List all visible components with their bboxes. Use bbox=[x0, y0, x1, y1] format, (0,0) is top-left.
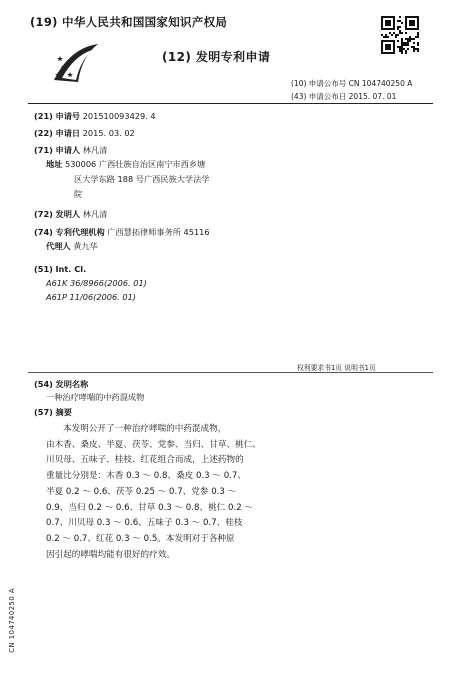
side-publication-code: CN 104740250 A bbox=[8, 588, 16, 653]
abstract-line: 重量比分别是：木香 0.3 ～ 0.8、桑皮 0.3 ～ 0.7、 bbox=[46, 471, 246, 482]
abstract-line: 0.9、当归 0.2 ～ 0.6、甘草 0.3 ～ 0.8、桃仁 0.2 ～ bbox=[46, 502, 253, 513]
abstract-line: 川贝母、五味子、桂枝、红花组合而成，上述药物的 bbox=[46, 455, 244, 466]
abstract-line: 由木香、桑皮、半夏、茯苓、党参、当归、甘草、桃仁、 bbox=[46, 439, 261, 450]
document-type: (12) 发明专利申请 bbox=[162, 50, 271, 64]
office-name: (19) 中华人民共和国国家知识产权局 bbox=[30, 15, 228, 29]
ipc-item: A61P 11/06(2006. 01) bbox=[46, 292, 137, 302]
application-number: (21) 申请号 201510093429. 4 bbox=[34, 111, 156, 121]
inventor: (72) 发明人 林凡清 bbox=[34, 209, 108, 219]
applicant-address: 地址 530006 广西壮族自治区南宁市西乡塘 bbox=[46, 159, 206, 169]
page-count: 权利要求书1页 说明书1页 bbox=[297, 364, 376, 372]
abstract-line: 半夏 0.2 ～ 0.6、茯苓 0.25 ～ 0.7、党参 0.3 ～ bbox=[46, 486, 237, 497]
applicant: (71) 申请人 林凡清 bbox=[34, 145, 108, 155]
patent-agent: 代理人 黄九华 bbox=[46, 241, 98, 251]
abstract-line: 0.7、川贝母 0.3 ～ 0.6、五味子 0.3 ～ 0.7、桂枝 bbox=[46, 518, 243, 529]
application-date: (22) 申请日 2015. 03. 02 bbox=[34, 128, 135, 138]
header-rule bbox=[28, 103, 433, 104]
ipc-item: A61K 36/8966(2006. 01) bbox=[46, 278, 147, 288]
section-rule bbox=[28, 372, 433, 373]
address-line-3: 院 bbox=[74, 189, 83, 199]
publication-number: (10) 申请公布号 CN 104740250 A bbox=[291, 79, 413, 88]
publication-date: (43) 申请公布日 2015. 07. 01 bbox=[291, 92, 397, 101]
ipc-classification: (51) Int. Cl. bbox=[34, 264, 87, 274]
cnipa-logo bbox=[52, 42, 102, 84]
address-line-2: 区大学东路 188 号广西民族大学法学 bbox=[74, 174, 210, 184]
abstract-heading: (57) 摘要 bbox=[34, 407, 72, 417]
abstract-line: 0.2 ～ 0.7、红花 0.3 ～ 0.5。本发明对于各种原 bbox=[46, 533, 235, 544]
abstract-line: 本发明公开了一种治疗哮喘的中药混成物， bbox=[63, 424, 227, 434]
invention-title: 一种治疗哮喘的中药混成物 bbox=[46, 392, 145, 402]
patent-agency: (74) 专利代理机构 广西慧拓律师事务所 45116 bbox=[34, 227, 210, 237]
invention-title-heading: (54) 发明名称 bbox=[34, 379, 89, 389]
abstract-line: 因引起的哮喘均能有很好的疗效。 bbox=[46, 549, 175, 560]
abstract-text bbox=[46, 422, 294, 563]
qr-code bbox=[381, 16, 419, 54]
